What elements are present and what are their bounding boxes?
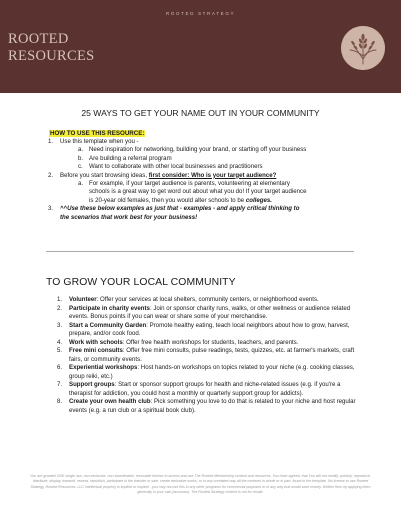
howto-heading: HOW TO USE THIS RESOURCE: bbox=[50, 130, 145, 137]
howto-item-1-text: Use this template when you - bbox=[60, 138, 139, 145]
howto-item-1a-text: Need inspiration for networking, building your brand, or starting off your business bbox=[89, 146, 307, 154]
brand-title bbox=[8, 31, 95, 65]
howto-item-3: 3. ^^Use these below examples as just that - examples - and apply critical thinking to bbox=[48, 205, 300, 213]
brand-line-2: RESOURCES bbox=[8, 48, 95, 64]
howto-item-2a-line-3 bbox=[48, 197, 364, 205]
section-title: TO GROW YOUR LOCAL COMMUNITY bbox=[46, 277, 236, 288]
howto-item-2a-line-3-text: is 20-year old females, then you would alter schools to be bbox=[89, 196, 246, 204]
list-item-text: : Promote healthy eating, teach local neighbors about how to grow, harvest, prepare, and/or cook food. bbox=[69, 321, 350, 337]
list-item bbox=[57, 398, 357, 415]
list-item bbox=[57, 296, 357, 304]
howto-item-1c-text: Want to collaborate with other local businesses and practitioners bbox=[89, 163, 263, 171]
list-item-number: 7. bbox=[57, 381, 63, 389]
list-item bbox=[57, 339, 357, 347]
wheat-logo-icon bbox=[341, 26, 385, 70]
list-item-text: : Offer your services at local shelters, community centers, or neighborhood events. bbox=[96, 296, 319, 303]
list-item bbox=[57, 347, 357, 364]
list-item-title: Experiential workshops bbox=[69, 364, 138, 372]
ways-list bbox=[57, 296, 357, 415]
howto-item-1b: b. Are building a referral program bbox=[78, 154, 172, 162]
howto-item-2a-line-1: For example, if your target audience is parents, volunteering at elementary bbox=[89, 180, 290, 188]
top-label: ROOTED STRATEGY bbox=[165, 11, 236, 16]
list-item-number: 3. bbox=[57, 321, 63, 329]
list-item-text: : Offer free health workshops for students, teachers, and parents. bbox=[122, 338, 299, 346]
brand-line-1: ROOTED bbox=[8, 31, 69, 47]
list-item-title: Start a Community Garden bbox=[69, 321, 147, 329]
legal-footer: You are granted ONE single use, non-exclusive, non-transferable, revocable license to access and use The Rooted Membership content and resources. You have agreed, that You will not modify, publicly, reproduce, distribute, display, transmit, resend, republish, participate in the transfer or sale, create derivative works, or in any unrelated way all the contents in whole or in part, found in the template. No license to use Rooted Strategy, Rooted Resources, LLC intellectual property is implied or implied - you may not use this in any other programs for commercial purposes or in any way that would save money. Written form by applying them generally in your own (accounts). The Rooted Strategy content is not for resale. bbox=[30, 474, 371, 495]
list-item-number: 1. bbox=[57, 296, 63, 303]
colleges-emphasis: colleges. bbox=[245, 196, 272, 204]
list-item-number: 5. bbox=[57, 347, 63, 355]
howto-item-2-text: Before you start browsing ideas, bbox=[60, 171, 149, 179]
list-item-title: Create your own health club bbox=[69, 398, 151, 406]
howto-item-1c: c. Want to collaborate with other local businesses and practitioners bbox=[78, 163, 263, 171]
target-audience-prompt: first consider: Who is your target audience? bbox=[148, 171, 277, 179]
howto-item-1b-text: Are building a referral program bbox=[89, 154, 172, 162]
list-item bbox=[57, 322, 357, 339]
list-item-text: : Start or sponsor support groups for health and niche-related issues (e.g. if you're a therapist for addiction, you could host a monthly or quarterly support group for addicts). bbox=[69, 381, 341, 397]
list-item-title: Free mini consults bbox=[69, 347, 123, 355]
list-item bbox=[57, 305, 357, 322]
howto-item-1: 1. Use this template when you - bbox=[48, 138, 139, 145]
list-item-number: 6. bbox=[57, 364, 63, 372]
list-item-text: : Join or sponsor charity runs, walks, or other wellness or audience related events. Bonus points if you can wear or share some of your merchandise. bbox=[69, 304, 351, 320]
howto-list bbox=[48, 138, 364, 222]
howto-item-3-line-2: the scenarios that work best for your business! bbox=[60, 213, 198, 221]
list-item-text: : Host hands-on workshops on topics related to your niche (e.g. cooking classes, group reiki, etc.) bbox=[69, 364, 355, 380]
list-item-number: 8. bbox=[57, 398, 63, 406]
list-item-number: 4. bbox=[57, 338, 63, 346]
list-item-title: Volunteer bbox=[69, 296, 97, 303]
howto-item-2: 2. Before you start browsing ideas, first consider: Who is your target audience? bbox=[48, 171, 277, 179]
list-item-title: Participate in charity events bbox=[69, 304, 150, 312]
section-divider bbox=[46, 251, 354, 252]
list-item-title: Support groups bbox=[69, 381, 115, 389]
list-item bbox=[57, 364, 357, 381]
howto-item-3-line-1: ^^Use these below examples as just that - examples - and apply critical thinking to bbox=[60, 205, 300, 213]
list-item-text: : Offer free mini consults, pulse readings, tests, quizzes, etc. at farmer's markets, craft fairs, or community events. bbox=[69, 347, 355, 363]
document-title: 25 WAYS TO GET YOUR NAME OUT IN YOUR COMMUNITY bbox=[81, 108, 320, 118]
header-banner bbox=[0, 0, 401, 93]
howto-item-2a-line-2: schools is a great way to get word out about what you do! If your target audience bbox=[89, 188, 307, 196]
howto-item-1a: a. Need inspiration for networking, building your brand, or starting off your business bbox=[78, 146, 307, 154]
list-item bbox=[57, 381, 357, 398]
howto-item-2a: a. For example, if your target audience is parents, volunteering at elementary bbox=[78, 180, 290, 188]
list-item-number: 2. bbox=[57, 304, 63, 312]
list-item-title: Work with schools bbox=[69, 338, 123, 346]
list-item-text: : Pick something you love to do that is related to your niche and host regular events (e.g. a run club or a spiritual book club). bbox=[69, 398, 356, 414]
